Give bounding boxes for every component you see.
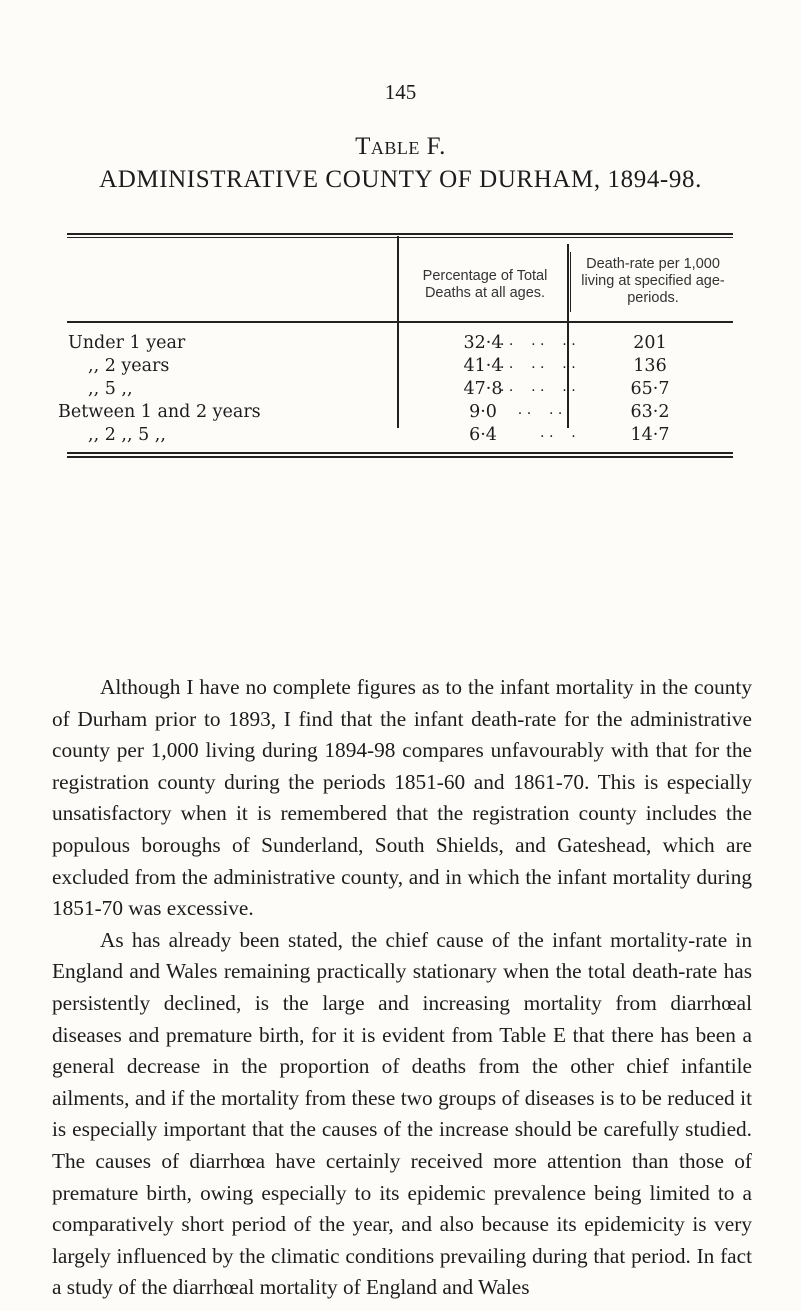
row-death-rate: 201 [633,333,667,353]
body-text [52,672,752,1304]
row-percentage: 47·8 [463,379,503,399]
leader-dots: . . . . . . [500,333,576,349]
row-label: Between 1 and 2 years [58,402,261,422]
table-bottom-rule-2 [67,456,733,458]
row-percentage: 32·4 [463,333,503,353]
row-percentage: 41·4 [463,356,503,376]
header-rule [67,321,733,323]
table-row [0,425,801,448]
row-label: ,, 5 ,, [88,379,133,399]
table-row [0,402,801,425]
row-death-rate: 136 [633,356,667,376]
column-divider-2b [570,252,571,312]
table-top-rule-2 [67,237,733,238]
table-label: Table F. [355,133,446,160]
leader-dots: . . . . [500,402,563,418]
row-percentage: 6·4 [469,425,497,445]
table-title: ADMINISTRATIVE COUNTY OF DURHAM, 1894-98. [99,166,702,193]
page-number: 145 [384,80,417,104]
leader-dots: . . . . . . [500,379,576,395]
table-row [0,379,801,402]
row-percentage: 9·0 [469,402,497,422]
row-death-rate: 14·7 [630,425,670,445]
column-header-death-rate: Death-rate per 1,000 living at specified age-periods. [581,256,725,306]
table-top-rule [67,233,733,235]
paragraph: As has already been stated, the chief cause of the infant mortality-rate in England and Wales remaining practically stationary when the total death-rate has persistently declined, is the large and increasing mortality from diarrhœal diseases and premature birth, for it is evident from Table E that there has been a general decrease in the proportion of deaths from the other chief infantile ailments, and if the mortality from these two groups of diseases is to be reduced it is especially important that the causes of the increase should be carefully studied. The causes of diarrhœa have certainly received more attention than those of premature birth, owing especially to its epidemic prevalence being limited to a comparatively short period of the year, and also because its epidemicity is very largely influenced by the climatic conditions prevailing during that period. In fact a study of the diarrhœal mortality of England and Wales [52,927,752,1300]
table-row [0,356,801,379]
row-label: ,, 2 years [88,356,170,376]
row-label: Under 1 year [68,333,186,353]
table-bottom-rule [67,452,733,454]
leader-dots: . . . . . . [500,356,576,372]
row-death-rate: 63·2 [630,402,670,422]
table-row [0,333,801,356]
row-label: ,, 2 ,, 5 ,, [88,425,166,445]
paragraph: Although I have no complete figures as to the infant mortality in the county of Durham prior to 1893, I find that the infant death-rate for the administrative county per 1,000 living during 1894-98 compares unfavourably with that for the registration county during the periods 1851-60 and 1861-70. This is especially unsatisfactory when it is remembered that the registration county includes the populous boroughs of Sunderland, South Shields, and Gateshead, which are excluded from the administrative county, and in which the infant mortality during 1851-70 was excessive. [52,675,752,921]
column-header-percentage: Percentage of Total Deaths at all ages. [422,268,548,301]
row-death-rate: 65·7 [630,379,670,399]
leader-dots: . . . [500,425,576,441]
